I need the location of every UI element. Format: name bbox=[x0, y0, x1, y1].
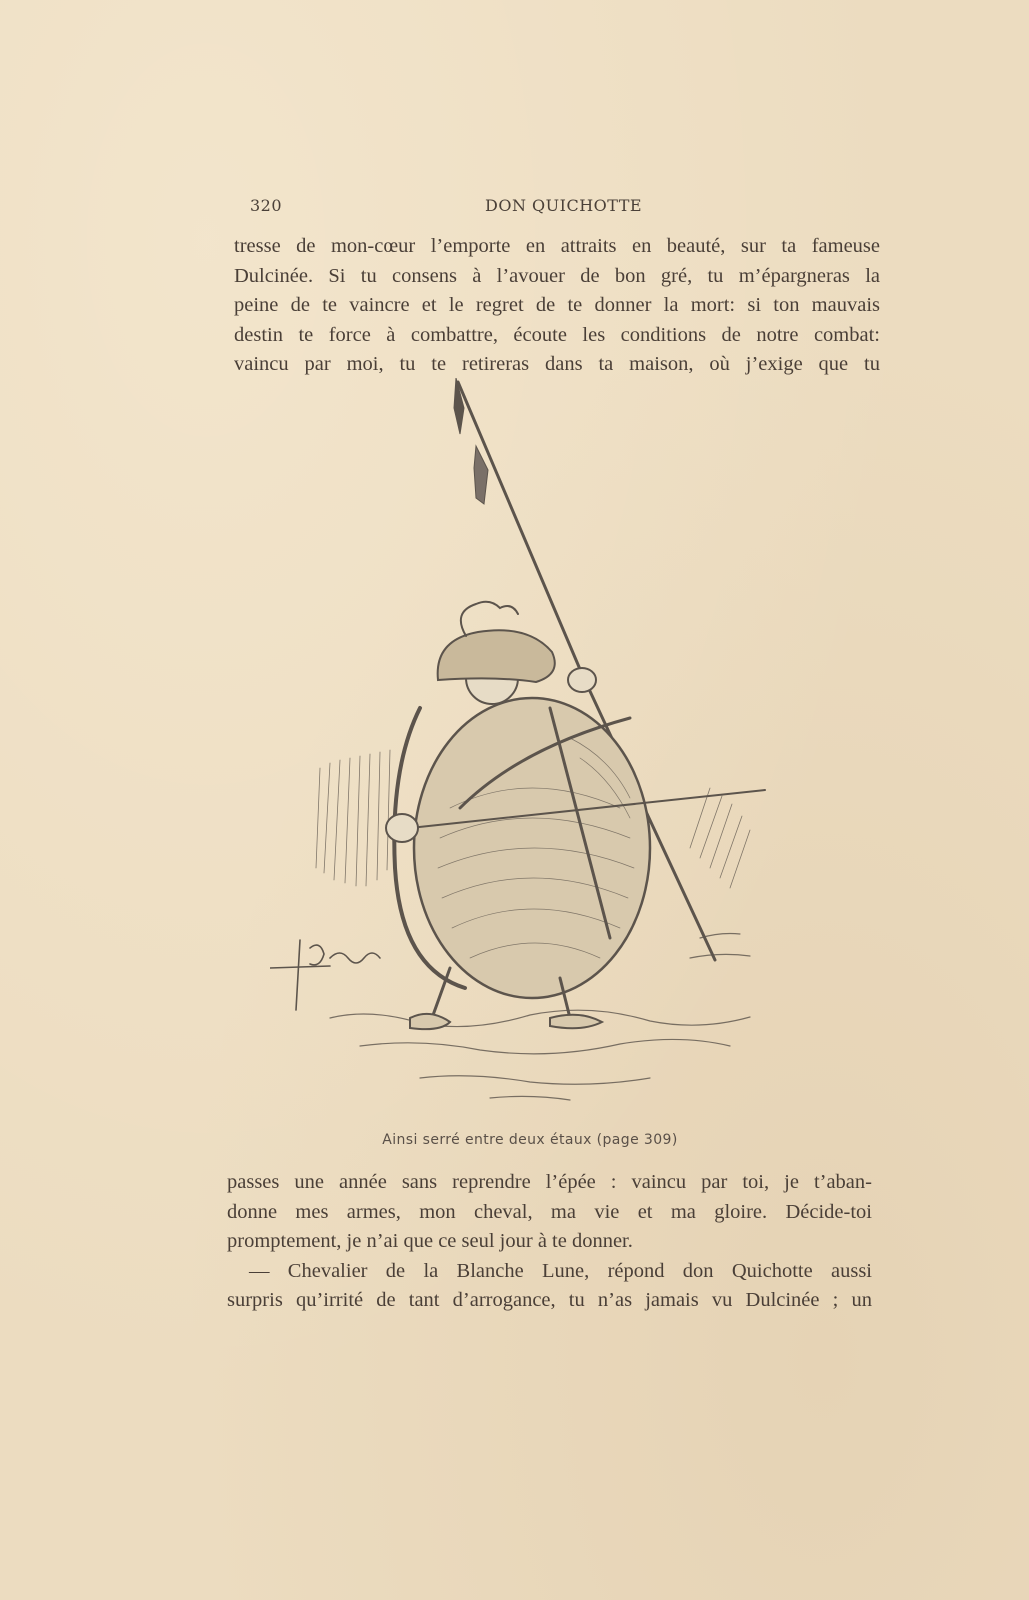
text-line: passes une année sans reprendre l’épée : vaincu par toi, je t’aban- bbox=[227, 1171, 872, 1193]
text-line: Dulcinée. Si tu consens à l’avouer de bon gré, tu m’épargneras la bbox=[234, 264, 880, 287]
knight-illustration bbox=[270, 378, 810, 1138]
foot-right bbox=[550, 1015, 602, 1028]
foot-left bbox=[410, 1014, 450, 1029]
text-line: tresse de mon-cœur l’emporte en attraits en beauté, sur ta fameuse bbox=[234, 235, 880, 257]
pennant bbox=[474, 446, 488, 504]
text-line: destin te force à combattre, écoute les conditions de notre combat: bbox=[234, 323, 880, 346]
illustration-caption: Ainsi serré entre deux étaux (page 309) bbox=[382, 1132, 678, 1148]
page-header bbox=[250, 196, 880, 222]
text-line: peine de te vaincre et le regret de te donner la mort: si ton mauvais bbox=[234, 294, 880, 316]
hand-right bbox=[568, 668, 596, 692]
text-line: vaincu par moi, tu te retireras dans ta maison, où j’exige que tu bbox=[234, 353, 880, 375]
text-line: surpris qu’irrité de tant d’arrogance, tu n’as jamais vu Dulcinée ; un bbox=[227, 1289, 872, 1311]
text-line: promptement, je n’ai que ce seul jour à te donner. bbox=[227, 1230, 633, 1252]
page-number: 320 bbox=[250, 196, 283, 215]
hand-left bbox=[386, 814, 418, 842]
hat bbox=[438, 630, 555, 682]
top-paragraph bbox=[234, 232, 880, 380]
artist-signature bbox=[270, 940, 380, 1010]
text-line: donne mes armes, mon cheval, ma vie et ma gloire. Décide-toi bbox=[227, 1200, 872, 1223]
lance bbox=[458, 382, 582, 674]
text-line: — Chevalier de la Blanche Lune, répond don Quichotte aussi bbox=[249, 1259, 872, 1282]
bottom-paragraph bbox=[227, 1168, 872, 1316]
running-head: DON QUICHOTTE bbox=[485, 196, 643, 215]
